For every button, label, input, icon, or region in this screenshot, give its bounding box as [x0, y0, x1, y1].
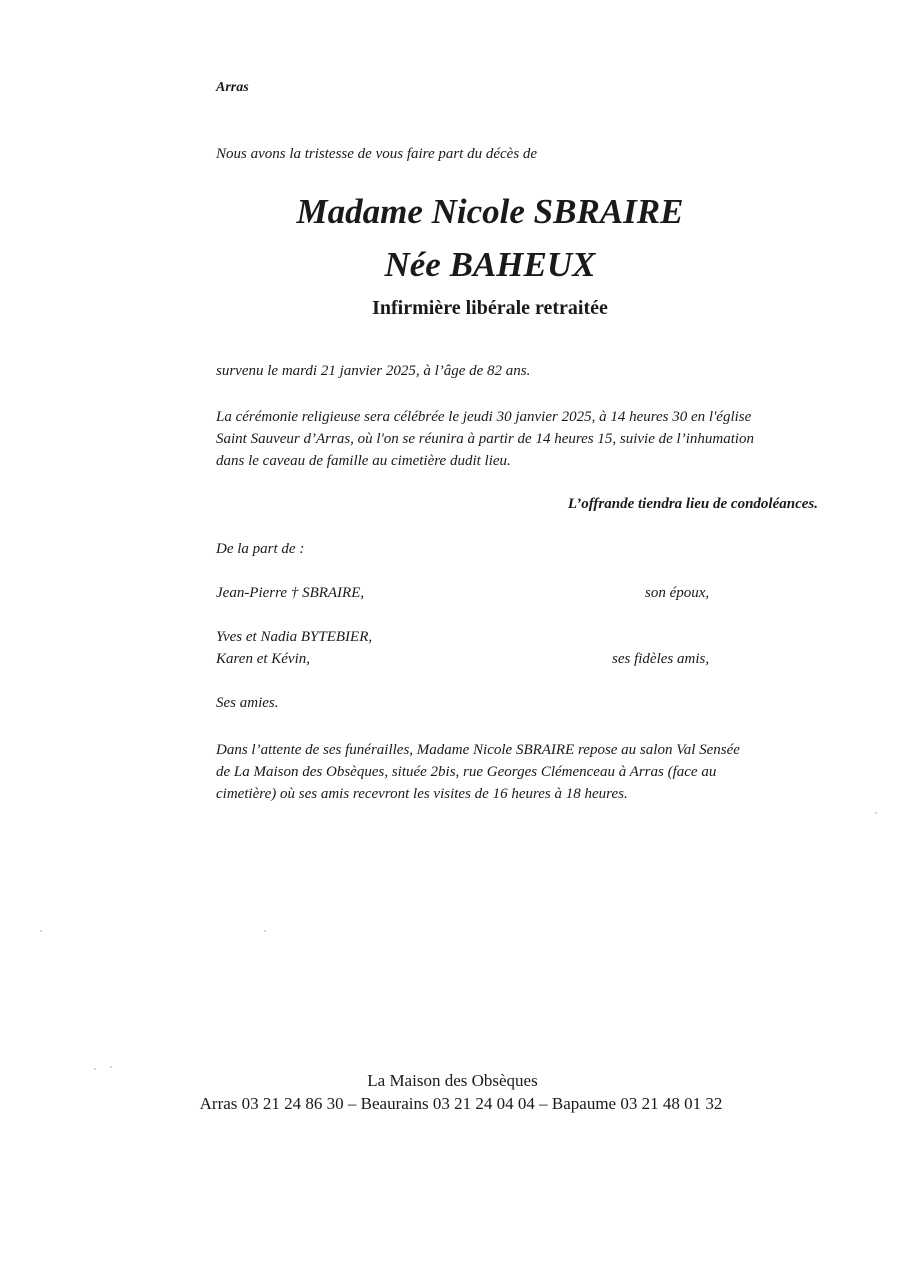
- footer-company: La Maison des Obsèques: [367, 1071, 538, 1090]
- family-member-name: Karen et Kévin,: [216, 651, 311, 667]
- scan-speck: [264, 930, 266, 932]
- offering-note: L’offrande tiendra lieu de condoléances.: [567, 496, 818, 512]
- visitation-paragraph: [216, 739, 826, 805]
- footer-phones: Arras 03 21 24 86 30 – Beaurains 03 21 24 04 04 – Bapaume 03 21 48 01 32: [199, 1094, 723, 1113]
- family-member-name: Jean-Pierre † SBRAIRE,: [216, 585, 365, 601]
- maiden-name: Née BAHEUX: [384, 245, 596, 284]
- profession: Infirmière libérale retraitée: [372, 297, 608, 319]
- family-relation: ses fidèles amis,: [612, 651, 710, 667]
- deceased-name: Madame Nicole SBRAIRE: [296, 192, 684, 231]
- visitation-line: de La Maison des Obsèques, située 2bis, rue Georges Clémenceau à Arras (face au: [216, 764, 717, 780]
- scan-speck: [875, 812, 877, 814]
- ceremony-line: La cérémonie religieuse sera célébrée le jeudi 30 janvier 2025, à 14 heures 30 en l'église: [216, 409, 752, 425]
- scan-speck: [94, 1068, 96, 1070]
- family-relation: son époux,: [645, 585, 710, 601]
- visitation-line: cimetière) où ses amis recevront les visites de 16 heures à 18 heures.: [216, 786, 628, 802]
- ceremony-line: dans le caveau de famille au cimetière dudit lieu.: [216, 453, 511, 469]
- scan-speck: [110, 1066, 112, 1068]
- scan-speck: [40, 930, 42, 932]
- death-notice: survenu le mardi 21 janvier 2025, à l’âge de 82 ans.: [216, 363, 531, 379]
- visitation-line: Dans l’attente de ses funérailles, Madame Nicole SBRAIRE repose au salon Val Sensée: [216, 742, 740, 758]
- family-closing: Ses amies.: [216, 695, 279, 711]
- city-heading: Arras: [216, 80, 249, 95]
- ceremony-line: Saint Sauveur d’Arras, où l'on se réunira à partir de 14 heures 15, suivie de l’inhumation: [216, 431, 755, 447]
- family-member-name: Yves et Nadia BYTEBIER,: [216, 629, 373, 645]
- intro-sentence: Nous avons la tristesse de vous faire part du décès de: [216, 146, 538, 162]
- ceremony-paragraph: [216, 406, 826, 472]
- family-label: De la part de :: [216, 541, 305, 557]
